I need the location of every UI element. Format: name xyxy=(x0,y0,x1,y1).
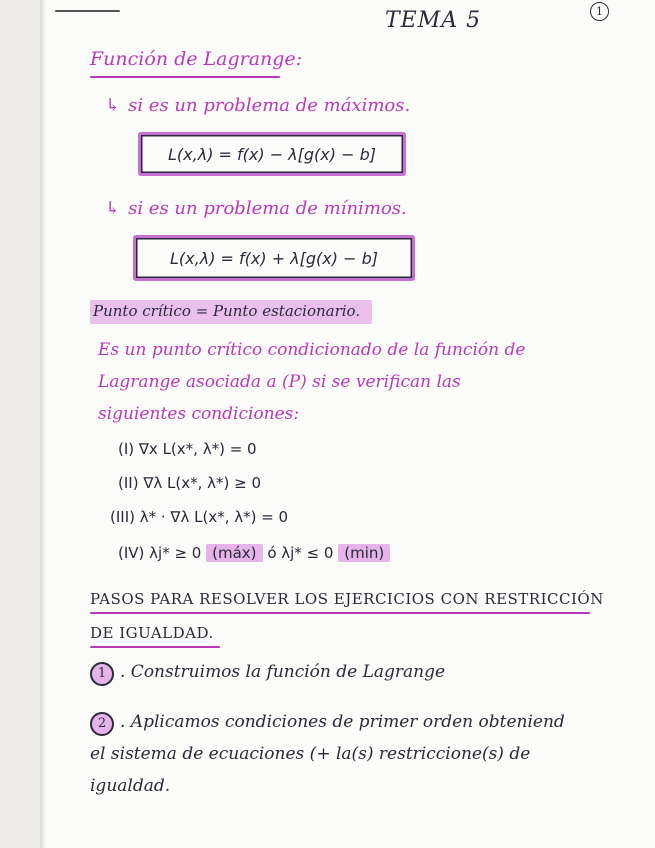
step-2-text-line-3: igualdad. xyxy=(90,776,171,796)
condition-4-min-part: ó λj* ≤ 0 xyxy=(267,544,334,562)
lagrange-heading-underline xyxy=(90,76,280,78)
max-tag: (máx) xyxy=(206,544,262,562)
min-case-label: si es un problema de mínimos. xyxy=(128,198,407,219)
step-2 xyxy=(90,712,565,736)
step-2-text-line-2: el sistema de ecuaciones (+ la(s) restriccione(s) de xyxy=(90,744,531,764)
max-case-label: si es un problema de máximos. xyxy=(128,95,411,116)
step-2-text-line-1: . Aplicamos condiciones de primer orden obteniend xyxy=(120,712,565,732)
condition-4-main: (IV) λj* ≥ 0 xyxy=(118,544,202,562)
condition-3: (III) λ* · ∇λ L(x*, λ*) = 0 xyxy=(110,508,289,526)
arrow-icon: ↳ xyxy=(105,95,121,116)
critical-text-line-1: Es un punto crítico condicionado de la función de xyxy=(98,340,526,360)
condition-2: (II) ∇λ L(x*, λ*) ≥ 0 xyxy=(118,474,261,492)
condition-1: (I) ∇x L(x*, λ*) = 0 xyxy=(118,440,257,458)
min-formula-box: L(x,λ) = f(x) + λ[g(x) − b] xyxy=(133,235,415,281)
steps-heading-line-1: PASOS PARA RESOLVER LOS EJERCICIOS CON RESTRICCIÓN xyxy=(90,590,604,608)
steps-heading-underline-1 xyxy=(90,612,590,614)
critical-text-line-2: Lagrange asociada a (P) si se verifican las xyxy=(98,372,461,392)
page-title: TEMA 5 xyxy=(385,8,482,33)
arrow-icon: ↳ xyxy=(105,198,121,219)
step-1-number: 1 xyxy=(90,662,114,686)
page-number: 1 xyxy=(590,2,609,21)
lagrange-heading: Función de Lagrange: xyxy=(90,48,303,70)
critical-text-line-3: siguientes condiciones: xyxy=(98,404,300,424)
critical-heading: Punto crítico = Punto estacionario. xyxy=(93,302,361,320)
max-formula-box: L(x,λ) = f(x) − λ[g(x) − b] xyxy=(138,132,406,176)
min-tag: (min) xyxy=(338,544,390,562)
step-1 xyxy=(90,662,445,686)
page-edge-shadow xyxy=(40,0,46,848)
min-case-line xyxy=(105,198,407,219)
steps-heading-line-2: DE IGUALDAD. xyxy=(90,624,214,642)
step-2-number: 2 xyxy=(90,712,114,736)
step-1-text: . Construimos la función de Lagrange xyxy=(120,662,446,682)
steps-heading-underline-2 xyxy=(90,646,220,648)
top-pen-stroke xyxy=(55,10,120,12)
max-case-line xyxy=(105,95,410,116)
condition-4 xyxy=(118,544,390,562)
